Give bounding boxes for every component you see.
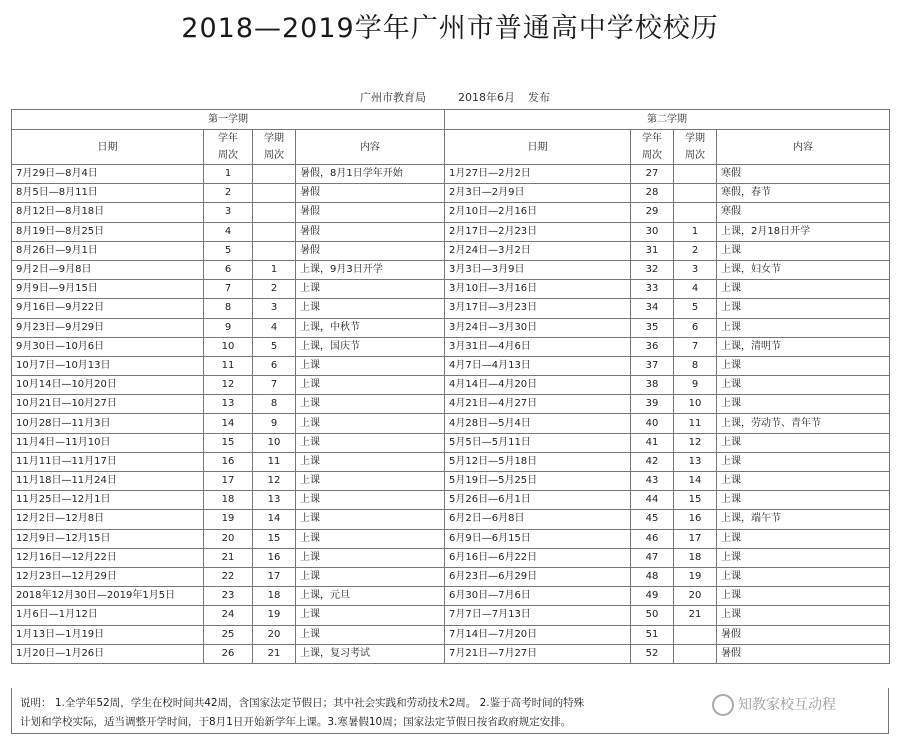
- cell-t1: [253, 222, 296, 241]
- cell-c1: 上课: [296, 452, 445, 471]
- cell-c1: 上课，国庆节: [296, 337, 445, 356]
- cell-d1: 10月28日—11月3日: [12, 414, 204, 433]
- cell-c2: 寒假: [717, 203, 890, 222]
- cell-y1: 12: [204, 376, 253, 395]
- watermark-logo-icon: [712, 694, 734, 716]
- cell-d1: 12月23日—12月29日: [12, 567, 204, 586]
- col-date-1: 日期: [12, 130, 204, 165]
- cell-t2: 21: [674, 606, 717, 625]
- cell-c2: 上课: [717, 241, 890, 260]
- cell-d2: 2月3日—2月9日: [445, 184, 631, 203]
- cell-t2: 20: [674, 587, 717, 606]
- cell-d2: 6月16日—6月22日: [445, 548, 631, 567]
- cell-d1: 1月6日—1月12日: [12, 606, 204, 625]
- semester-1-header: 第一学期: [12, 110, 445, 130]
- cell-y1: 2: [204, 184, 253, 203]
- cell-y2: 33: [631, 280, 674, 299]
- table-row: [12, 337, 890, 356]
- table-row: [12, 625, 890, 644]
- table-row: [12, 452, 890, 471]
- notes-line-1: 说明： 1.全学年52周，学生在校时间共42周，含国家法定节假日；其中社会实践和劳动技术2周。 2.鉴于高考时间的特殊: [20, 697, 585, 709]
- cell-c1: 上课: [296, 529, 445, 548]
- cell-d2: 3月31日—4月6日: [445, 337, 631, 356]
- cell-d1: 8月26日—9月1日: [12, 241, 204, 260]
- cell-c2: 上课: [717, 299, 890, 318]
- cell-d1: 12月16日—12月22日: [12, 548, 204, 567]
- issuer: 广州市教育局: [360, 91, 426, 104]
- issue-date: 2018年6月: [458, 91, 515, 104]
- cell-t2: 13: [674, 452, 717, 471]
- cell-c1: 上课，复习考试: [296, 644, 445, 663]
- cell-y1: 25: [204, 625, 253, 644]
- cell-d1: 9月9日—9月15日: [12, 280, 204, 299]
- cell-c2: 上课，端午节: [717, 510, 890, 529]
- cell-y2: 36: [631, 337, 674, 356]
- cell-d2: 6月30日—7月6日: [445, 587, 631, 606]
- cell-c2: 上课: [717, 529, 890, 548]
- cell-y1: 14: [204, 414, 253, 433]
- cell-t2: 1: [674, 222, 717, 241]
- cell-t1: 13: [253, 491, 296, 510]
- col-term-week-label: 学期 周次: [264, 133, 284, 161]
- cell-y1: 24: [204, 606, 253, 625]
- col-content-2: 内容: [717, 130, 890, 165]
- cell-c2: 上课，劳动节、青年节: [717, 414, 890, 433]
- col-content-1: 内容: [296, 130, 445, 165]
- cell-t1: 2: [253, 280, 296, 299]
- table-row: [12, 260, 890, 279]
- table-row: [12, 165, 890, 184]
- table-row: [12, 299, 890, 318]
- table-row: [12, 395, 890, 414]
- cell-c1: 上课，元旦: [296, 587, 445, 606]
- cell-y2: 46: [631, 529, 674, 548]
- cell-c1: 上课: [296, 299, 445, 318]
- cell-d1: 11月25日—12月1日: [12, 491, 204, 510]
- cell-d2: 3月24日—3月30日: [445, 318, 631, 337]
- cell-t1: [253, 203, 296, 222]
- cell-t1: 10: [253, 433, 296, 452]
- cell-c2: 上课: [717, 606, 890, 625]
- cell-d2: 7月21日—7月27日: [445, 644, 631, 663]
- cell-d2: 5月5日—5月11日: [445, 433, 631, 452]
- col-year-week-label: 学年 周次: [642, 133, 662, 161]
- col-year-week-2: [631, 130, 674, 165]
- cell-d2: 2月10日—2月16日: [445, 203, 631, 222]
- cell-y2: 29: [631, 203, 674, 222]
- cell-t1: [253, 165, 296, 184]
- cell-y2: 34: [631, 299, 674, 318]
- cell-t2: 15: [674, 491, 717, 510]
- cell-d1: 9月2日—9月8日: [12, 260, 204, 279]
- cell-t1: 20: [253, 625, 296, 644]
- cell-y2: 39: [631, 395, 674, 414]
- cell-d2: 6月23日—6月29日: [445, 567, 631, 586]
- cell-d1: 10月7日—10月13日: [12, 356, 204, 375]
- school-calendar-table: [11, 109, 890, 664]
- cell-d2: 7月7日—7月13日: [445, 606, 631, 625]
- cell-t2: 18: [674, 548, 717, 567]
- cell-c1: 暑假: [296, 184, 445, 203]
- table-row: [12, 587, 890, 606]
- cell-y2: 32: [631, 260, 674, 279]
- table-row: [12, 644, 890, 663]
- cell-t2: 17: [674, 529, 717, 548]
- cell-t1: 8: [253, 395, 296, 414]
- table-row: [12, 491, 890, 510]
- cell-c1: 上课: [296, 548, 445, 567]
- cell-y2: 38: [631, 376, 674, 395]
- cell-c1: 上课: [296, 491, 445, 510]
- table-row: [12, 433, 890, 452]
- cell-c2: 上课: [717, 587, 890, 606]
- table-row: [12, 222, 890, 241]
- cell-t1: 18: [253, 587, 296, 606]
- cell-d1: 11月11日—11月17日: [12, 452, 204, 471]
- page-title: 2018—2019学年广州市普通高中学校校历: [181, 13, 719, 44]
- cell-y2: 50: [631, 606, 674, 625]
- table-row: [12, 529, 890, 548]
- cell-c1: 上课，9月3日开学: [296, 260, 445, 279]
- cell-c1: 暑假: [296, 203, 445, 222]
- cell-y2: 37: [631, 356, 674, 375]
- cell-y2: 49: [631, 587, 674, 606]
- cell-y1: 3: [204, 203, 253, 222]
- cell-c2: 上课，2月18日开学: [717, 222, 890, 241]
- cell-t2: 4: [674, 280, 717, 299]
- cell-t2: 5: [674, 299, 717, 318]
- col-year-week-1: [204, 130, 253, 165]
- cell-t2: 12: [674, 433, 717, 452]
- cell-y1: 7: [204, 280, 253, 299]
- table-row: [12, 203, 890, 222]
- cell-y2: 45: [631, 510, 674, 529]
- cell-t2: 19: [674, 567, 717, 586]
- cell-y2: 51: [631, 625, 674, 644]
- cell-t2: [674, 165, 717, 184]
- cell-t1: 4: [253, 318, 296, 337]
- cell-t1: [253, 241, 296, 260]
- cell-c2: 寒假: [717, 165, 890, 184]
- table-row: [12, 567, 890, 586]
- cell-c2: 上课: [717, 356, 890, 375]
- cell-c2: 暑假: [717, 644, 890, 663]
- cell-d1: 12月2日—12月8日: [12, 510, 204, 529]
- cell-y2: 35: [631, 318, 674, 337]
- cell-y1: 9: [204, 318, 253, 337]
- cell-d2: 4月21日—4月27日: [445, 395, 631, 414]
- cell-t2: 14: [674, 472, 717, 491]
- cell-d2: 3月3日—3月9日: [445, 260, 631, 279]
- cell-y2: 47: [631, 548, 674, 567]
- cell-c1: 暑假: [296, 241, 445, 260]
- cell-c2: 上课: [717, 472, 890, 491]
- cell-d2: 2月17日—2月23日: [445, 222, 631, 241]
- cell-d1: 9月16日—9月22日: [12, 299, 204, 318]
- cell-c2: 上课: [717, 318, 890, 337]
- cell-y1: 4: [204, 222, 253, 241]
- cell-c1: 暑假，8月1日学年开始: [296, 165, 445, 184]
- cell-y2: 30: [631, 222, 674, 241]
- cell-y1: 20: [204, 529, 253, 548]
- cell-y2: 48: [631, 567, 674, 586]
- cell-t2: [674, 644, 717, 663]
- cell-y1: 26: [204, 644, 253, 663]
- cell-y1: 11: [204, 356, 253, 375]
- table-row: [12, 414, 890, 433]
- cell-c2: 暑假: [717, 625, 890, 644]
- col-date-2: 日期: [445, 130, 631, 165]
- table-row: [12, 184, 890, 203]
- cell-c2: 上课，清明节: [717, 337, 890, 356]
- cell-c1: 暑假: [296, 222, 445, 241]
- cell-d1: 1月13日—1月19日: [12, 625, 204, 644]
- table-row: [12, 280, 890, 299]
- cell-d1: 8月19日—8月25日: [12, 222, 204, 241]
- cell-y1: 17: [204, 472, 253, 491]
- cell-t1: 16: [253, 548, 296, 567]
- cell-y1: 21: [204, 548, 253, 567]
- cell-y2: 52: [631, 644, 674, 663]
- cell-c1: 上课: [296, 395, 445, 414]
- semester-2-header: 第二学期: [445, 110, 890, 130]
- cell-y1: 18: [204, 491, 253, 510]
- cell-t2: 6: [674, 318, 717, 337]
- cell-d2: 3月10日—3月16日: [445, 280, 631, 299]
- cell-d2: 1月27日—2月2日: [445, 165, 631, 184]
- col-term-week-2: [674, 130, 717, 165]
- cell-c1: 上课: [296, 606, 445, 625]
- cell-d1: 10月14日—10月20日: [12, 376, 204, 395]
- table-row: [12, 241, 890, 260]
- cell-d1: 1月20日—1月26日: [12, 644, 204, 663]
- cell-d2: 5月12日—5月18日: [445, 452, 631, 471]
- cell-y2: 40: [631, 414, 674, 433]
- table-row: [12, 376, 890, 395]
- cell-t1: 21: [253, 644, 296, 663]
- cell-d1: 9月30日—10月6日: [12, 337, 204, 356]
- cell-c1: 上课: [296, 376, 445, 395]
- cell-d1: 8月5日—8月11日: [12, 184, 204, 203]
- cell-c1: 上课: [296, 567, 445, 586]
- cell-y2: 43: [631, 472, 674, 491]
- cell-d1: 11月4日—11月10日: [12, 433, 204, 452]
- cell-t1: 15: [253, 529, 296, 548]
- cell-c1: 上课: [296, 414, 445, 433]
- cell-d2: 7月14日—7月20日: [445, 625, 631, 644]
- cell-c1: 上课: [296, 625, 445, 644]
- cell-c1: 上课: [296, 280, 445, 299]
- cell-t2: 10: [674, 395, 717, 414]
- cell-t1: 11: [253, 452, 296, 471]
- cell-d2: 2月24日—3月2日: [445, 241, 631, 260]
- cell-d1: 7月29日—8月4日: [12, 165, 204, 184]
- cell-d2: 5月26日—6月1日: [445, 491, 631, 510]
- cell-t1: 9: [253, 414, 296, 433]
- cell-d1: 11月18日—11月24日: [12, 472, 204, 491]
- cell-c2: 上课: [717, 280, 890, 299]
- watermark: [712, 694, 836, 716]
- cell-d1: 10月21日—10月27日: [12, 395, 204, 414]
- cell-y1: 13: [204, 395, 253, 414]
- cell-d2: 6月2日—6月8日: [445, 510, 631, 529]
- cell-c1: 上课: [296, 472, 445, 491]
- cell-t1: 3: [253, 299, 296, 318]
- cell-c2: 上课: [717, 452, 890, 471]
- cell-d1: 2018年12月30日—2019年1月5日: [12, 587, 204, 606]
- cell-t1: 12: [253, 472, 296, 491]
- cell-t2: 2: [674, 241, 717, 260]
- cell-y1: 15: [204, 433, 253, 452]
- cell-c1: 上课: [296, 356, 445, 375]
- cell-t2: 3: [674, 260, 717, 279]
- cell-d2: 4月14日—4月20日: [445, 376, 631, 395]
- col-term-week-label: 学期 周次: [685, 133, 705, 161]
- cell-t2: [674, 203, 717, 222]
- cell-y1: 1: [204, 165, 253, 184]
- cell-t2: 7: [674, 337, 717, 356]
- cell-c2: 上课: [717, 376, 890, 395]
- cell-c1: 上课，中秋节: [296, 318, 445, 337]
- cell-c2: 上课: [717, 433, 890, 452]
- cell-y1: 19: [204, 510, 253, 529]
- cell-c1: 上课: [296, 510, 445, 529]
- notes-line-2: 计划和学校实际，适当调整开学时间，于8月1日开始新学年上课。3.寒暑假10周；国家法定节假日按省政府规定安排。: [20, 716, 572, 728]
- col-term-week-1: [253, 130, 296, 165]
- cell-c2: 上课: [717, 567, 890, 586]
- cell-y1: 8: [204, 299, 253, 318]
- cell-d2: 4月28日—5月4日: [445, 414, 631, 433]
- cell-d2: 6月9日—6月15日: [445, 529, 631, 548]
- cell-c2: 上课: [717, 491, 890, 510]
- table-row: [12, 606, 890, 625]
- cell-c2: 上课: [717, 548, 890, 567]
- table-row: [12, 548, 890, 567]
- cell-t1: 1: [253, 260, 296, 279]
- cell-t1: 17: [253, 567, 296, 586]
- issue-action: 发布: [528, 91, 550, 104]
- cell-t1: 19: [253, 606, 296, 625]
- cell-d1: 12月9日—12月15日: [12, 529, 204, 548]
- cell-y2: 28: [631, 184, 674, 203]
- cell-t1: 6: [253, 356, 296, 375]
- cell-t1: [253, 184, 296, 203]
- cell-t2: 11: [674, 414, 717, 433]
- table-row: [12, 318, 890, 337]
- watermark-text: 知教家校互动程: [738, 697, 836, 713]
- cell-t2: 8: [674, 356, 717, 375]
- cell-y1: 5: [204, 241, 253, 260]
- cell-d2: 4月7日—4月13日: [445, 356, 631, 375]
- cell-y2: 41: [631, 433, 674, 452]
- cell-t1: 7: [253, 376, 296, 395]
- cell-c2: 寒假，春节: [717, 184, 890, 203]
- table-row: [12, 472, 890, 491]
- cell-d2: 3月17日—3月23日: [445, 299, 631, 318]
- cell-y1: 23: [204, 587, 253, 606]
- cell-t2: 16: [674, 510, 717, 529]
- cell-y1: 10: [204, 337, 253, 356]
- table-row: [12, 510, 890, 529]
- cell-d1: 9月23日—9月29日: [12, 318, 204, 337]
- cell-c1: 上课: [296, 433, 445, 452]
- cell-t1: 5: [253, 337, 296, 356]
- cell-y2: 44: [631, 491, 674, 510]
- cell-y1: 16: [204, 452, 253, 471]
- cell-t2: 9: [674, 376, 717, 395]
- cell-t2: [674, 625, 717, 644]
- cell-c2: 上课，妇女节: [717, 260, 890, 279]
- cell-d2: 5月19日—5月25日: [445, 472, 631, 491]
- cell-y1: 6: [204, 260, 253, 279]
- cell-c2: 上课: [717, 395, 890, 414]
- cell-t2: [674, 184, 717, 203]
- table-row: [12, 356, 890, 375]
- cell-y2: 27: [631, 165, 674, 184]
- cell-y2: 31: [631, 241, 674, 260]
- cell-d1: 8月12日—8月18日: [12, 203, 204, 222]
- cell-y1: 22: [204, 567, 253, 586]
- cell-t1: 14: [253, 510, 296, 529]
- col-year-week-label: 学年 周次: [218, 133, 238, 161]
- cell-y2: 42: [631, 452, 674, 471]
